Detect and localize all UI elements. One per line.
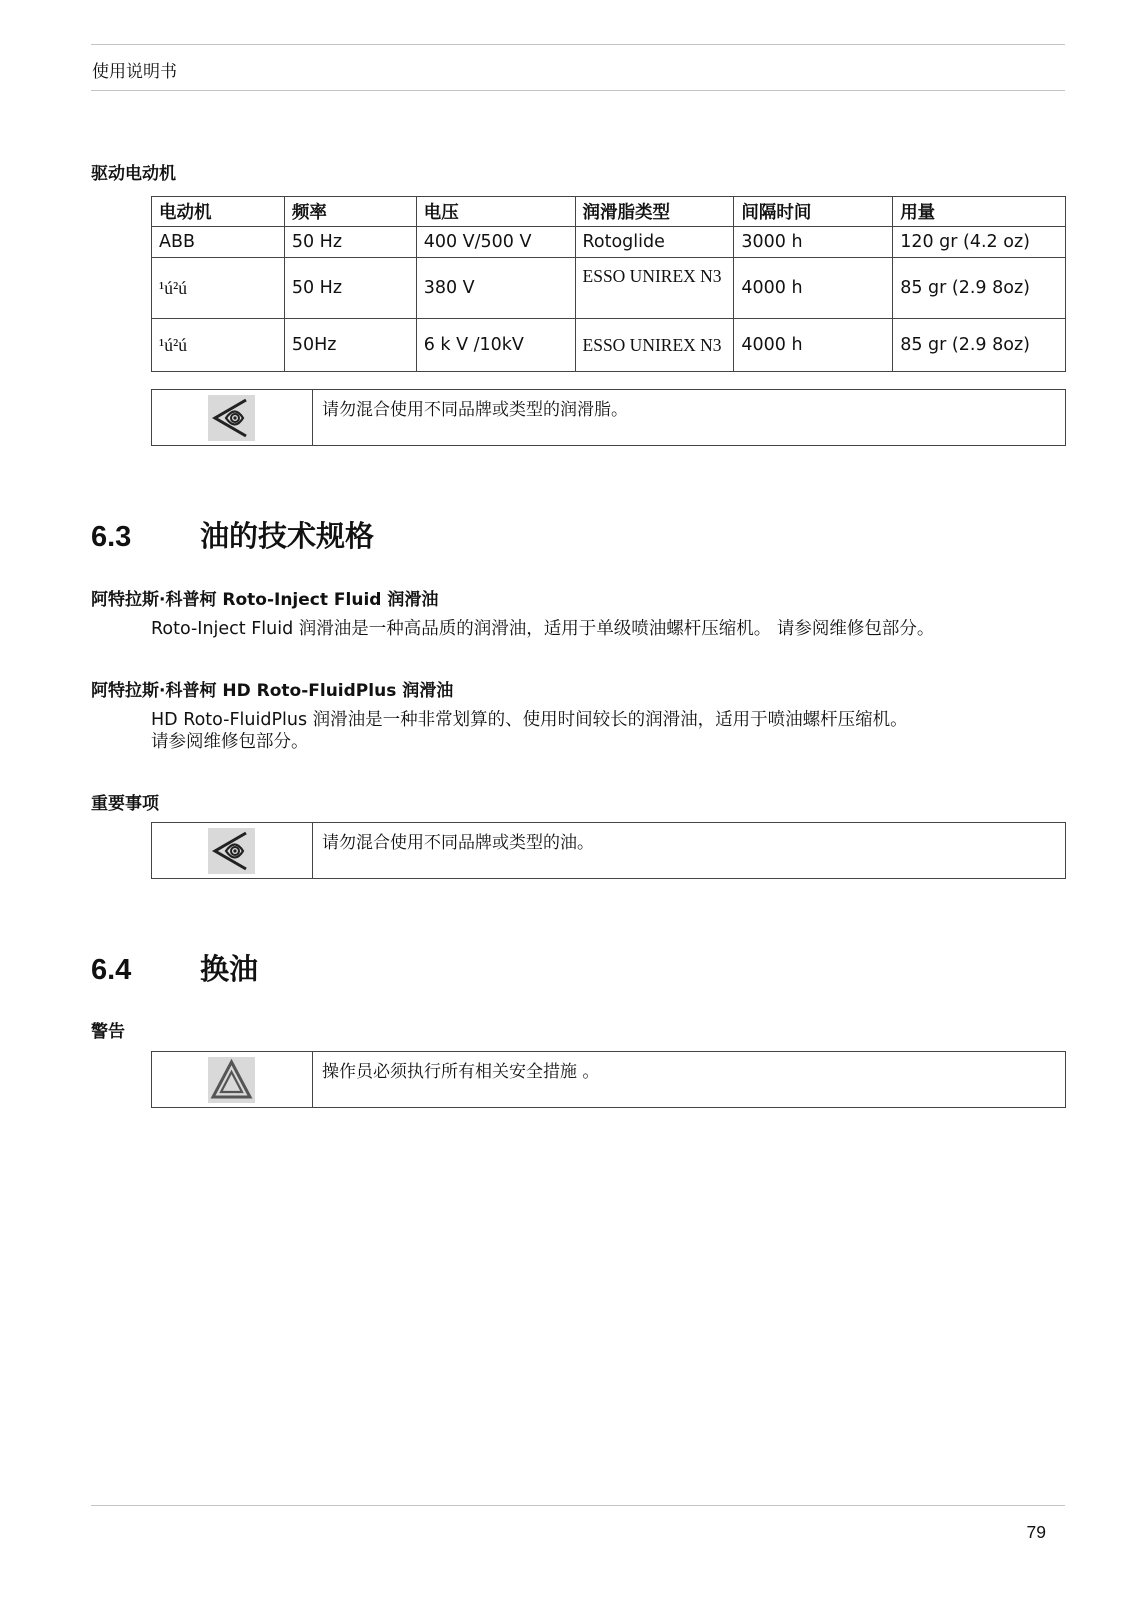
lubrication-table — [151, 196, 1066, 372]
header-bottom-rule — [91, 90, 1065, 91]
oil-note-text: 请勿混合使用不同品牌或类型的油。 — [322, 833, 594, 853]
section-title: 换油 — [200, 952, 259, 986]
note-icon-cell — [152, 823, 313, 878]
header-top-rule — [91, 44, 1065, 45]
table-header-row — [152, 197, 1066, 227]
roto-fluidplus-text-line-2: 请参阅维修包部分。 — [151, 732, 309, 752]
table-cell: Rotoglide — [575, 227, 734, 258]
section-title: 油的技术规格 — [200, 519, 375, 553]
footer-rule — [91, 1505, 1065, 1506]
warning-triangle-icon — [208, 1057, 255, 1103]
table-cell: 50Hz — [284, 319, 416, 372]
section-number: 6.3 — [91, 521, 132, 553]
table-row — [152, 319, 1066, 372]
drive-motor-heading: 驱动电动机 — [91, 164, 176, 184]
table-cell: 50 Hz — [284, 258, 416, 319]
table-cell: 4000 h — [734, 319, 893, 372]
table-cell: 4000 h — [734, 258, 893, 319]
section-6-4-heading — [91, 947, 258, 988]
important-heading: 重要事项 — [91, 794, 159, 814]
safety-warning-box — [151, 1051, 1066, 1108]
page-number: 79 — [1026, 1522, 1046, 1542]
table-cell: ESSO UNIREX N3 — [575, 258, 734, 319]
document-header-title: 使用说明书 — [92, 62, 177, 82]
section-6-3-heading — [91, 514, 374, 555]
grease-note-box — [151, 389, 1066, 446]
table-cell: ESSO UNIREX N3 — [575, 319, 734, 372]
section-number: 6.4 — [91, 954, 132, 986]
column-header: 用量 — [893, 197, 1066, 227]
note-icon-cell — [152, 1052, 313, 1107]
column-header: 间隔时间 — [734, 197, 893, 227]
table-cell: 85 gr (2.9 8oz) — [893, 319, 1066, 372]
table-cell: 6 k V /10kV — [416, 319, 575, 372]
column-header: 电压 — [416, 197, 575, 227]
table-cell: 85 gr (2.9 8oz) — [893, 258, 1066, 319]
note-icon-cell — [152, 390, 313, 445]
eye-caution-icon — [208, 828, 255, 874]
safety-warning-text: 操作员必须执行所有相关安全措施 。 — [322, 1062, 600, 1082]
table-cell: ¹ú²ú — [152, 319, 285, 372]
roto-fluidplus-text-line-1: HD Roto-FluidPlus 润滑油是一种非常划算的、使用时间较长的润滑油，适用于喷油螺杆压缩机。 — [151, 710, 908, 730]
oil-note-box — [151, 822, 1066, 879]
column-header: 润滑脂类型 — [575, 197, 734, 227]
table-cell: ¹ú²ú — [152, 258, 285, 319]
table-cell: ABB — [152, 227, 285, 258]
table-cell: 50 Hz — [284, 227, 416, 258]
table-cell: 380 V — [416, 258, 575, 319]
table-cell: 3000 h — [734, 227, 893, 258]
table-cell: 400 V/500 V — [416, 227, 575, 258]
table-cell: 120 gr (4.2 oz) — [893, 227, 1066, 258]
column-header: 频率 — [284, 197, 416, 227]
column-header: 电动机 — [152, 197, 285, 227]
eye-caution-icon — [208, 395, 255, 441]
table-row — [152, 227, 1066, 258]
roto-inject-fluid-text: Roto-Inject Fluid 润滑油是一种高品质的润滑油，适用于单级喷油螺杆压缩机。 请参阅维修包部分。 — [151, 619, 935, 639]
roto-inject-fluid-heading: 阿特拉斯·科普柯 Roto-Inject Fluid 润滑油 — [91, 590, 439, 610]
table-row — [152, 258, 1066, 319]
warning-heading: 警告 — [91, 1022, 125, 1042]
grease-note-text: 请勿混合使用不同品牌或类型的润滑脂。 — [322, 400, 628, 420]
roto-fluidplus-heading: 阿特拉斯·科普柯 HD Roto-FluidPlus 润滑油 — [91, 681, 454, 701]
